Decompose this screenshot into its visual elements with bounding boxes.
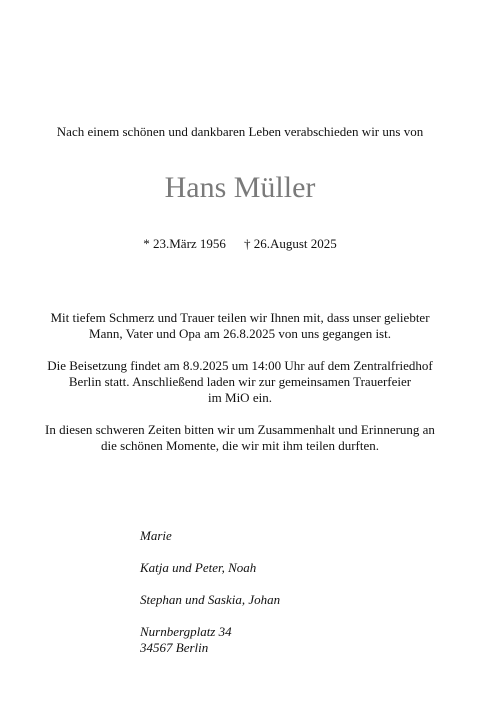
deceased-name: Hans Müller [164,171,316,204]
death-date: † 26.August 2025 [243,236,337,251]
message-paragraph [22,358,458,406]
signatures-block [140,528,440,672]
signature-line: Marie [140,528,172,543]
signature-line: Katja und Peter, Noah [140,560,257,575]
paragraph-line: die schönen Momente, die wir mit ihm teilen durften. [101,438,379,453]
paragraph-line: Die Beisetzung findet am 8.9.2025 um 14:00 Uhr auf dem Zentralfriedhof [47,358,433,373]
message-paragraph [22,310,458,342]
signature-line: Stephan und Saskia, Johan [140,592,281,607]
paragraph-line: Berlin statt. Anschließend laden wir zur gemeinsamen Trauerfeier [68,374,412,389]
address [140,624,440,656]
paragraph-line: In diesen schweren Zeiten bitten wir um Zusammenhalt und Erinnerung an [45,422,435,437]
paragraph-line: Mann, Vater und Opa am 26.8.2025 von uns gegangen ist. [89,326,391,341]
address-street: Nurnbergplatz 34 [140,624,232,639]
life-dates [0,236,480,252]
intro-text: Nach einem schönen und dankbaren Leben verabschieden wir uns von [56,124,424,139]
paragraph-line: im MiO ein. [208,390,272,405]
birth-date: * 23.März 1956 [143,236,226,251]
paragraph-line: Mit tiefem Schmerz und Trauer teilen wir Ihnen mit, dass unser geliebter [50,310,430,325]
address-city: 34567 Berlin [140,640,209,655]
message-paragraph [22,422,458,454]
message-body [22,310,458,470]
